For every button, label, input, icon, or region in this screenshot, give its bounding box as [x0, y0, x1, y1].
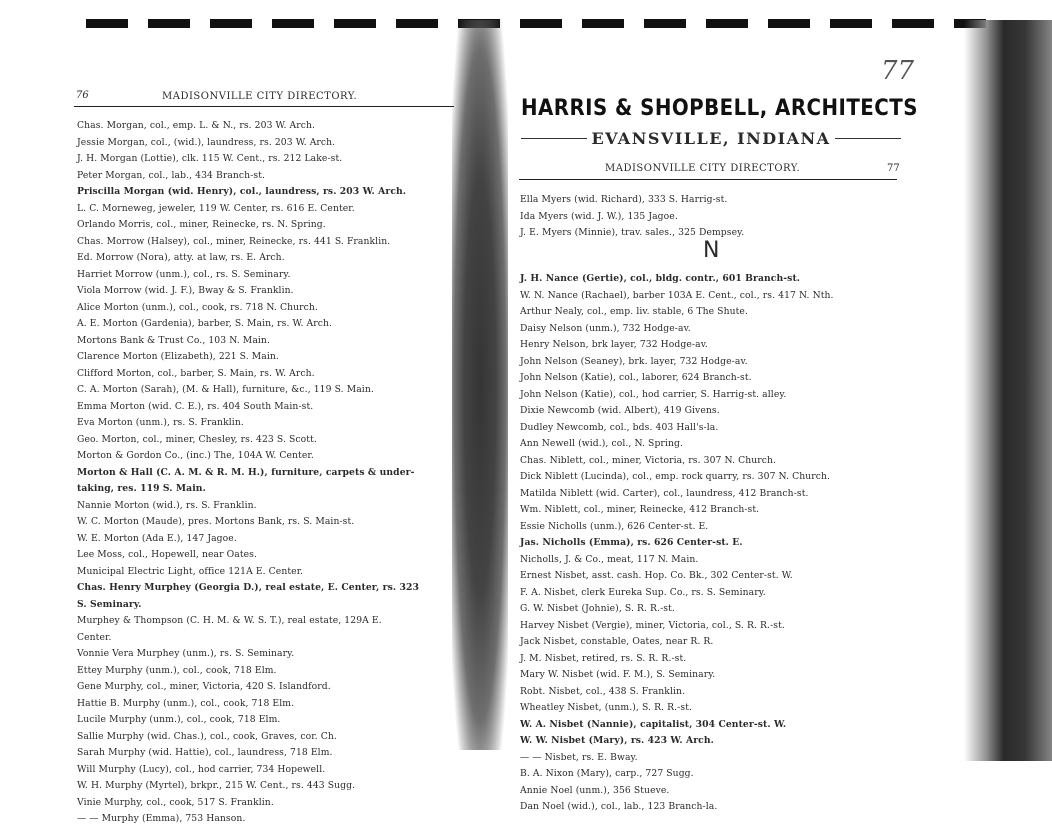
page-number: 76: [76, 90, 89, 101]
directory-entry: Annie Noel (unm.), 356 Stueve.: [520, 784, 670, 796]
directory-entry: Ida Myers (wid. J. W.), 135 Jagoe.: [520, 210, 678, 222]
directory-entry: Robt. Nisbet, col., 438 S. Franklin.: [520, 685, 686, 697]
directory-entry: Municipal Electric Light, office 121A E. Center.: [77, 565, 304, 577]
directory-entry: Ann Newell (wid.), col., N. Spring.: [520, 438, 683, 449]
entry-line: Chas. Henry Murphey (Georgia D.), real estate, E. Center, rs. 323: [77, 582, 419, 593]
header-rule: [519, 179, 897, 180]
directory-entry: Dudley Newcomb, col., bds. 403 Hall's-la.: [520, 421, 719, 433]
directory-entry: John Nelson (Katie), col., laborer, 624 Branch-st.: [520, 372, 752, 383]
directory-entry: Morton & Gordon Co., (inc.) The, 104A W. Center.: [77, 450, 314, 461]
advertisement-subtitle: EVANSVILLE, INDIANA: [591, 129, 831, 148]
directory-entry: Dixie Newcomb (wid. Albert), 419 Givens.: [520, 405, 720, 416]
directory-entry: W. A. Nisbet (Nannie), capitalist, 304 Center-st. W.: [520, 718, 787, 730]
directory-entry: W. E. Morton (Ada E.), 147 Jagoe.: [77, 532, 237, 544]
directory-entry: Ella Myers (wid. Richard), 333 S. Harrig-st.: [520, 194, 728, 205]
scan-gutter-shadow: [452, 20, 508, 750]
directory-entry-list: [520, 192, 900, 242]
directory-entry: Peter Morgan, col., lab., 434 Branch-st.: [77, 169, 266, 181]
directory-entry: Jessie Morgan, col., (wid.), laundress, rs. 203 W. Arch.: [77, 136, 336, 148]
directory-entry: Will Murphy (Lucy), col., hod carrier, 734 Hopewell.: [77, 763, 326, 775]
section-letter-heading: N: [703, 238, 720, 263]
directory-entry: Jack Nisbet, constable, Oates, near R. R.: [520, 636, 714, 647]
directory-entry: Emma Morton (wid. C. E.), rs. 404 South Main-st.: [77, 400, 314, 412]
directory-entry: Nannie Morton (wid.), rs. S. Franklin.: [77, 499, 257, 511]
directory-entry: Vonnie Vera Murphey (unm.), rs. S. Seminary.: [77, 648, 295, 659]
directory-entry: W. W. Nisbet (Mary), rs. 423 W. Arch.: [520, 735, 714, 746]
directory-entry: Sarah Murphy (wid. Hattie), col., laundress, 718 Elm.: [77, 747, 333, 758]
directory-entry: W. H. Murphy (Myrtel), brkpr., 215 W. Cent., rs. 443 Sugg.: [77, 780, 356, 791]
entry-line: Murphey & Thompson (C. H. M. & W. S. T.), real estate, 129A E.: [77, 615, 382, 626]
directory-entry-list: [520, 271, 900, 816]
directory-entry: Henry Nelson, brk layer, 732 Hodge-av.: [520, 339, 708, 350]
entry-line: taking, res. 119 S. Main.: [77, 483, 206, 494]
entry-line: S. Seminary.: [77, 598, 142, 610]
directory-entry: Nicholls, J. & Co., meat, 117 N. Main.: [520, 553, 699, 565]
left-page: [0, 0, 455, 824]
running-head: MADISONVILLE CITY DIRECTORY.: [162, 91, 358, 102]
directory-entry: Chas. Morgan, col., emp. L. & N., rs. 203 W. Arch.: [77, 120, 316, 131]
directory-entry: [77, 580, 455, 613]
directory-entry: Clarence Morton (Elizabeth), 221 S. Main.: [77, 351, 279, 362]
directory-entry: Ettey Murphy (unm.), col., cook, 718 Elm.: [77, 664, 277, 676]
directory-entry: W. N. Nance (Rachael), barber 103A E. Cent., col., rs. 417 N. Nth.: [520, 289, 834, 301]
directory-entry: Lucile Murphy (unm.), col., cook, 718 Elm.: [77, 714, 281, 725]
directory-entry: Alice Morton (unm.), col., cook, rs. 718 N. Church.: [77, 301, 318, 313]
directory-entry: C. A. Morton (Sarah), (M. & Hall), furniture, &c., 119 S. Main.: [77, 384, 374, 395]
directory-entry: Daisy Nelson (unm.), 732 Hodge-av.: [520, 322, 691, 334]
directory-entry: Ernest Nisbet, asst. cash. Hop. Co. Bk., 302 Center-st. W.: [520, 570, 793, 581]
directory-entry: Harvey Nisbet (Vergie), miner, Victoria, col., S. R. R.-st.: [520, 619, 785, 631]
directory-entry: [77, 613, 455, 646]
directory-entry: Chas. Morrow (Halsey), col., miner, Reinecke, rs. 441 S. Franklin.: [77, 235, 391, 247]
directory-entry: J. H. Morgan (Lottie), clk. 115 W. Cent., rs. 212 Lake-st.: [77, 153, 343, 164]
directory-entry: [77, 465, 455, 498]
directory-entry: Mortons Bank & Trust Co., 103 N. Main.: [77, 334, 270, 346]
ad-rule-left: [521, 138, 587, 139]
page-number: 77: [887, 163, 900, 174]
directory-entry: Harriet Morrow (unm.), col., rs. S. Seminary.: [77, 268, 291, 280]
directory-entry: John Nelson (Katie), col., hod carrier, S. Harrig-st. alley.: [520, 388, 787, 400]
ad-rule-right: [835, 138, 901, 139]
directory-entry: Mary W. Nisbet (wid. F. M.), S. Seminary.: [520, 669, 716, 680]
directory-entry: Jas. Nicholls (Emma), rs. 626 Center-st. E.: [520, 537, 743, 548]
directory-entry: Essie Nicholls (unm.), 626 Center-st. E.: [520, 520, 709, 532]
directory-entry: J. H. Nance (Gertie), col., bldg. contr., 601 Branch-st.: [520, 273, 801, 284]
directory-entry: Dick Niblett (Lucinda), col., emp. rock quarry, rs. 307 N. Church.: [520, 471, 831, 482]
directory-entry: Geo. Morton, col., miner, Chesley, rs. 423 S. Scott.: [77, 433, 317, 445]
header-rule: [74, 106, 454, 107]
directory-entry: Priscilla Morgan (wid. Henry), col., laundress, rs. 203 W. Arch.: [77, 186, 407, 197]
directory-entry: Wm. Niblett, col., miner, Reinecke, 412 Branch-st.: [520, 504, 760, 515]
directory-entry: J. E. Myers (Minnie), trav. sales., 325 Dempsey.: [520, 227, 745, 238]
directory-entry: Viola Morrow (wid. J. F.), Bway & S. Franklin.: [77, 285, 294, 296]
running-head: MADISONVILLE CITY DIRECTORY.: [605, 163, 801, 174]
advertisement-subtitle-row: [521, 129, 901, 148]
directory-entry: John Nelson (Seaney), brk. layer, 732 Hodge-av.: [520, 355, 748, 367]
directory-entry: Gene Murphy, col., miner, Victoria, 420 S. Islandford.: [77, 681, 331, 692]
directory-entry: Wheatley Nisbet, (unm.), S. R. R.-st.: [520, 702, 693, 713]
directory-entry: Ed. Morrow (Nora), atty. at law, rs. E. Arch.: [77, 252, 285, 263]
directory-entry: Sallie Murphy (wid. Chas.), col., cook, Graves, cor. Ch.: [77, 730, 337, 742]
directory-entry: Orlando Morris, col., miner, Reinecke, rs. N. Spring.: [77, 219, 326, 230]
directory-entry: Matilda Niblett (wid. Carter), col., laundress, 412 Branch-st.: [520, 487, 809, 499]
entry-line: Morton & Hall (C. A. M. & R. M. H.), furniture, carpets & under-: [77, 466, 415, 478]
directory-entry: J. M. Nisbet, retired, rs. S. R. R.-st.: [520, 652, 687, 664]
directory-entry: Lee Moss, col., Hopewell, near Oates.: [77, 549, 257, 560]
directory-entry: G. W. Nisbet (Johnie), S. R. R.-st.: [520, 603, 675, 614]
directory-entry: F. A. Nisbet, clerk Eureka Sup. Co., rs. S. Seminary.: [520, 586, 766, 598]
directory-entry: Vinie Murphy, col., cook, 517 S. Franklin.: [77, 796, 274, 808]
entry-line: Center.: [77, 631, 112, 643]
directory-entry: L. C. Morneweg, jeweler, 119 W. Center, rs. 616 E. Center.: [77, 202, 355, 214]
directory-entry: Clifford Morton, col., barber, S. Main, rs. W. Arch.: [77, 367, 315, 379]
directory-entry: W. C. Morton (Maude), pres. Mortons Bank, rs. S. Main-st.: [77, 516, 355, 527]
directory-entry: — — Nisbet, rs. E. Bway.: [520, 751, 638, 763]
advertisement-title: HARRIS & SHOPBELL, ARCHITECTS: [521, 96, 918, 121]
directory-entry: Hattie B. Murphy (unm.), col., cook, 718 Elm.: [77, 697, 295, 709]
directory-entry: Chas. Niblett, col., miner, Victoria, rs. 307 N. Church.: [520, 454, 777, 466]
directory-entry: A. E. Morton (Gardenia), barber, S. Main, rs. W. Arch.: [77, 318, 332, 329]
directory-entry: Arthur Nealy, col., emp. liv. stable, 6 The Shute.: [520, 306, 748, 317]
directory-entry: Dan Noel (wid.), col., lab., 123 Branch-la.: [520, 801, 718, 812]
directory-entry: — — Murphy (Emma), 753 Hanson.: [77, 813, 246, 824]
directory-entry: B. A. Nixon (Mary), carp., 727 Sugg.: [520, 768, 694, 779]
directory-entry-list: [77, 118, 455, 828]
directory-entry: Eva Morton (unm.), rs. S. Franklin.: [77, 417, 244, 428]
right-page: [505, 0, 1052, 812]
handwritten-page-number: 77: [881, 56, 915, 86]
